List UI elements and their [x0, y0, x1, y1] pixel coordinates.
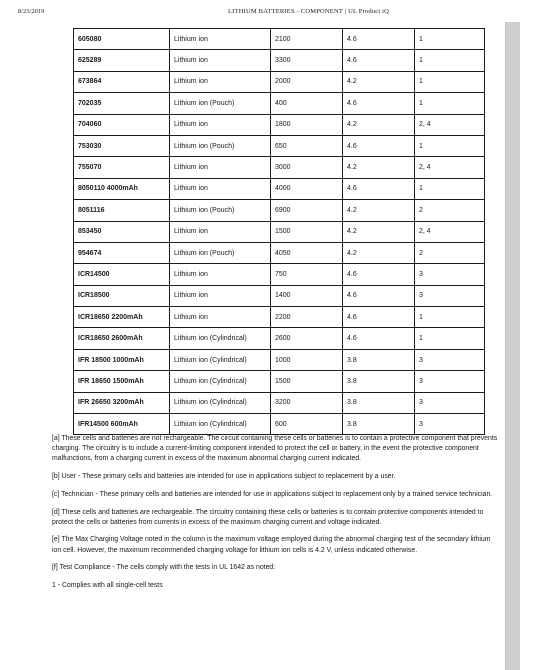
compliance-cell: 1	[415, 50, 485, 71]
capacity-cell: 3200	[271, 392, 343, 413]
voltage-cell: 4.2	[343, 221, 415, 242]
model-cell: IFR 18650 1500mAh	[74, 371, 170, 392]
footnote: [f] Test Compliance - The cells comply with the tests in UL 1642 as noted:	[52, 564, 276, 572]
footnotes	[52, 434, 500, 599]
capacity-cell: 1500	[271, 371, 343, 392]
print-date: 8/23/2019	[18, 8, 45, 15]
type-cell: Lithium ion	[170, 221, 271, 242]
table-row	[74, 285, 485, 306]
type-cell: Lithium ion (Pouch)	[170, 135, 271, 156]
voltage-cell: 3.8	[343, 414, 415, 435]
voltage-cell: 4.6	[343, 29, 415, 50]
type-cell: Lithium ion (Pouch)	[170, 242, 271, 263]
footnote: [e] The Max Charging Voltage noted in the column is the maximum voltage employed during the abnormal charging test of the secondary lithium ion cell. However, the maximum recommended charging voltage for lithium ion cells is 4.2 V, unless indicated otherwise.	[52, 536, 491, 554]
type-cell: Lithium ion	[170, 71, 271, 92]
compliance-cell: 1	[415, 135, 485, 156]
table-row	[74, 200, 485, 221]
table-row	[74, 50, 485, 71]
voltage-cell: 4.2	[343, 114, 415, 135]
model-cell: 755070	[74, 157, 170, 178]
model-cell: ICR14500	[74, 264, 170, 285]
compliance-cell: 1	[415, 29, 485, 50]
model-cell: 673864	[74, 71, 170, 92]
battery-table-body	[74, 29, 485, 435]
voltage-cell: 4.6	[343, 307, 415, 328]
table-row	[74, 178, 485, 199]
voltage-cell: 4.2	[343, 242, 415, 263]
model-cell: ICR18650 2600mAh	[74, 328, 170, 349]
model-cell: 625289	[74, 50, 170, 71]
voltage-cell: 3.8	[343, 349, 415, 370]
compliance-cell: 1	[415, 178, 485, 199]
footnote: [a] These cells and batteries are not rechargeable. The circuit containing these cells or batteries is to contain a protective component that prevents charging. The circuitry is to include a current-limiting component intended to protect the cell or battery, in the event the protective component malfunctions, from a charging current in excess of the maximum abnormal charging current indicated.	[52, 435, 498, 463]
footnote: [b] User - These primary cells and batteries are intended for use in applications subject to replacement by a user.	[52, 473, 396, 481]
capacity-cell: 2100	[271, 29, 343, 50]
model-cell: 702035	[74, 93, 170, 114]
compliance-cell: 1	[415, 328, 485, 349]
voltage-cell: 4.6	[343, 135, 415, 156]
model-cell: 605080	[74, 29, 170, 50]
capacity-cell: 4050	[271, 242, 343, 263]
page-header	[0, 5, 560, 19]
capacity-cell: 3000	[271, 157, 343, 178]
compliance-cell: 3	[415, 371, 485, 392]
compliance-cell: 2, 4	[415, 221, 485, 242]
model-cell: 954674	[74, 242, 170, 263]
compliance-cell: 3	[415, 285, 485, 306]
compliance-cell: 3	[415, 414, 485, 435]
table-row	[74, 307, 485, 328]
table-row	[74, 157, 485, 178]
model-cell: ICR18650 2200mAh	[74, 307, 170, 328]
table-row	[74, 371, 485, 392]
voltage-cell: 4.2	[343, 157, 415, 178]
type-cell: Lithium ion (Pouch)	[170, 200, 271, 221]
compliance-cell: 3	[415, 392, 485, 413]
model-cell: IFR14500 600mAh	[74, 414, 170, 435]
capacity-cell: 4000	[271, 178, 343, 199]
capacity-cell: 2200	[271, 307, 343, 328]
capacity-cell: 650	[271, 135, 343, 156]
table-row	[74, 114, 485, 135]
voltage-cell: 4.6	[343, 285, 415, 306]
voltage-cell: 4.6	[343, 50, 415, 71]
capacity-cell: 6900	[271, 200, 343, 221]
type-cell: Lithium ion (Cylindrical)	[170, 349, 271, 370]
type-cell: Lithium ion	[170, 285, 271, 306]
model-cell: IFR 26650 3200mAh	[74, 392, 170, 413]
compliance-cell: 1	[415, 93, 485, 114]
model-cell: 853450	[74, 221, 170, 242]
capacity-cell: 3300	[271, 50, 343, 71]
model-cell: IFR 18500 1000mAh	[74, 349, 170, 370]
table-row	[74, 221, 485, 242]
battery-table	[73, 28, 485, 435]
table-row	[74, 242, 485, 263]
compliance-cell: 2, 4	[415, 157, 485, 178]
capacity-cell: 1500	[271, 221, 343, 242]
capacity-cell: 1000	[271, 349, 343, 370]
voltage-cell: 4.2	[343, 71, 415, 92]
footnote: 1 - Complies with all single-cell tests	[52, 582, 163, 590]
model-cell: ICR18500	[74, 285, 170, 306]
vertical-scrollbar[interactable]	[505, 22, 520, 670]
table-row	[74, 392, 485, 413]
table-row	[74, 349, 485, 370]
capacity-cell: 400	[271, 93, 343, 114]
footnote: [d] These cells and batteries are rechargeable. The circuitry containing these cells or batteries is to contain protective components intended to protect the cells or batteries from currents in excess of the maximum charging current and voltage indicated.	[52, 508, 484, 526]
model-cell: 753030	[74, 135, 170, 156]
table-row	[74, 29, 485, 50]
type-cell: Lithium ion (Cylindrical)	[170, 328, 271, 349]
model-cell: 8050110 4000mAh	[74, 178, 170, 199]
voltage-cell: 4.6	[343, 328, 415, 349]
type-cell: Lithium ion	[170, 178, 271, 199]
type-cell: Lithium ion (Cylindrical)	[170, 414, 271, 435]
type-cell: Lithium ion	[170, 264, 271, 285]
model-cell: 8051116	[74, 200, 170, 221]
table-row	[74, 71, 485, 92]
type-cell: Lithium ion (Cylindrical)	[170, 371, 271, 392]
page-title: LITHIUM BATTERIES - COMPONENT | UL Product iQ	[228, 8, 390, 15]
type-cell: Lithium ion	[170, 50, 271, 71]
compliance-cell: 1	[415, 307, 485, 328]
table-row	[74, 414, 485, 435]
table-row	[74, 264, 485, 285]
compliance-cell: 3	[415, 264, 485, 285]
table-row	[74, 93, 485, 114]
voltage-cell: 4.6	[343, 264, 415, 285]
compliance-cell: 2	[415, 242, 485, 263]
type-cell: Lithium ion (Cylindrical)	[170, 392, 271, 413]
compliance-cell: 2, 4	[415, 114, 485, 135]
footnote: [c] Technician - These primary cells and batteries are intended for use in applications subject to replacement only by a trained service technician.	[52, 490, 493, 498]
capacity-cell: 1800	[271, 114, 343, 135]
type-cell: Lithium ion (Pouch)	[170, 93, 271, 114]
voltage-cell: 3.8	[343, 392, 415, 413]
model-cell: 704060	[74, 114, 170, 135]
table-row	[74, 135, 485, 156]
voltage-cell: 4.6	[343, 178, 415, 199]
voltage-cell: 4.2	[343, 200, 415, 221]
type-cell: Lithium ion	[170, 157, 271, 178]
type-cell: Lithium ion	[170, 307, 271, 328]
type-cell: Lithium ion	[170, 114, 271, 135]
capacity-cell: 600	[271, 414, 343, 435]
capacity-cell: 2000	[271, 71, 343, 92]
voltage-cell: 3.8	[343, 371, 415, 392]
capacity-cell: 2600	[271, 328, 343, 349]
compliance-cell: 1	[415, 71, 485, 92]
voltage-cell: 4.6	[343, 93, 415, 114]
compliance-cell: 3	[415, 349, 485, 370]
capacity-cell: 750	[271, 264, 343, 285]
type-cell: Lithium ion	[170, 29, 271, 50]
table-row	[74, 328, 485, 349]
compliance-cell: 2	[415, 200, 485, 221]
capacity-cell: 1400	[271, 285, 343, 306]
